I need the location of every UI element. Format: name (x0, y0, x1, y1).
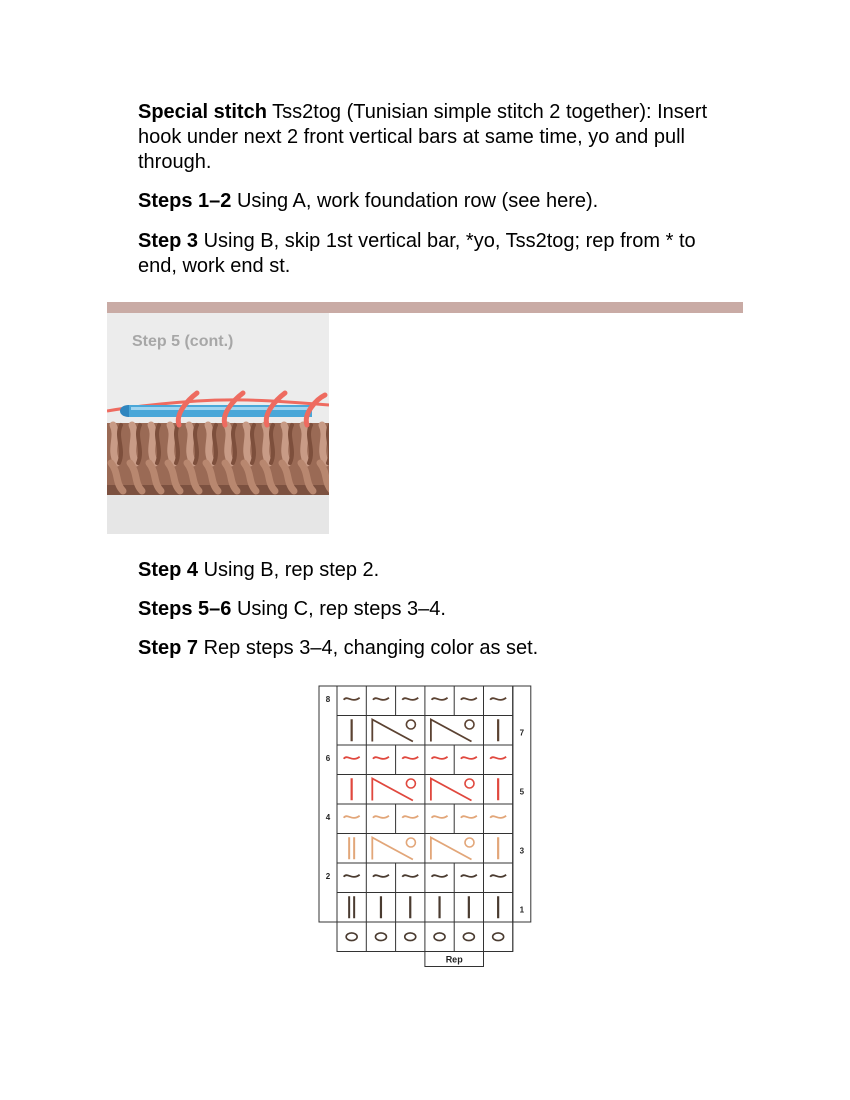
tunisian-return-symbol (344, 875, 360, 877)
yarn-stitch (195, 425, 197, 463)
paragraph-lead: Special stitch (138, 101, 267, 123)
yarn-over-symbol (465, 779, 474, 788)
yarn-over-symbol (465, 838, 474, 847)
paragraph-text: Rep steps 3–4, changing color as set. (198, 637, 539, 659)
yarn-over-symbol (406, 720, 415, 729)
step-4-paragraph (138, 558, 738, 583)
tunisian-return-symbol (373, 757, 389, 759)
row-number-column-right (513, 686, 531, 922)
yarn-stitch (119, 425, 121, 463)
steps-1-2-paragraph (138, 189, 738, 214)
yarn-stitch (265, 425, 269, 463)
yarn-stitch (170, 425, 174, 463)
yarn-over-symbol (465, 720, 474, 729)
tunisian-return-symbol (432, 757, 448, 759)
row-number-left: 8 (325, 695, 331, 704)
row-number-left: 6 (325, 754, 331, 763)
tunisian-return-symbol (402, 698, 418, 700)
yarn-stitch (151, 425, 155, 463)
yarn-over-symbol (406, 779, 415, 788)
tunisian-return-symbol (402, 757, 418, 759)
yarn-stitch (138, 425, 140, 463)
tunisian-return-symbol (402, 816, 418, 818)
tunisian-return-symbol (402, 875, 418, 877)
chain-symbol (463, 933, 474, 941)
yarn-stitch (246, 425, 250, 463)
paragraph-text: Tss2tog (Tunisian simple stitch 2 together): Insert hook under next 2 front vertical bars at same time, yo and pull through. (138, 101, 708, 173)
tunisian-return-symbol (461, 757, 477, 759)
tunisian-return-symbol (490, 875, 506, 877)
yarn-over-symbol (406, 838, 415, 847)
yarn-stitch (328, 425, 329, 463)
tunisian-return-symbol (344, 757, 360, 759)
yarn-stitch (271, 425, 273, 463)
paragraph-text: Using A, work foundation row (see here). (231, 190, 599, 212)
yarn-stitch (132, 425, 136, 463)
tunisian-return-symbol (432, 698, 448, 700)
paragraph-text: Using B, rep step 2. (198, 559, 380, 581)
tunisian-return-symbol (373, 875, 389, 877)
yarn-stitch (227, 425, 231, 463)
repeat-label: Rep (445, 954, 463, 965)
yarn-stitch (252, 425, 254, 463)
yarn-stitch (157, 425, 159, 463)
row-number-column-left (319, 686, 337, 922)
step-7-paragraph (138, 636, 738, 661)
yarn-stitch (290, 425, 292, 463)
section-divider (107, 302, 743, 313)
tunisian-return-symbol (461, 816, 477, 818)
yarn-stitch (113, 425, 117, 463)
yarn-stitch (322, 425, 326, 463)
paragraph-lead: Step 3 (138, 230, 199, 252)
yarn-stitch (309, 425, 311, 463)
paragraph-lead: Step 7 (138, 637, 199, 659)
row-number-right: 1 (519, 905, 525, 915)
row-number-right: 3 (519, 846, 525, 856)
tunisian-return-symbol (344, 698, 360, 700)
photo-caption: Step 5 (cont.) (132, 333, 234, 350)
yarn-stitch (233, 425, 235, 463)
tunisian-return-symbol (461, 698, 477, 700)
row-number-left: 4 (325, 813, 331, 822)
tunisian-return-symbol (490, 816, 506, 818)
tunisian-return-symbol (490, 698, 506, 700)
steps-5-6-paragraph (138, 597, 738, 622)
chain-symbol (346, 933, 357, 941)
paragraph-text: Using B, skip 1st vertical bar, *yo, Tss2tog; rep from * to end, work end st. (138, 230, 696, 277)
step-photo (107, 313, 329, 534)
step-3-paragraph (138, 229, 738, 279)
paragraph-lead: Steps 1–2 (138, 190, 232, 212)
yarn-stitch (303, 425, 307, 463)
tunisian-return-symbol (432, 816, 448, 818)
row-number-right: 5 (519, 787, 525, 797)
tunisian-return-symbol (344, 816, 360, 818)
yarn-stitch (208, 425, 212, 463)
row-number-left: 2 (325, 872, 331, 881)
stitch-chart (316, 683, 532, 967)
yarn-stitch (284, 425, 288, 463)
row-number-right: 7 (519, 728, 525, 738)
paragraph-lead: Steps 5–6 (138, 598, 232, 620)
chain-symbol (493, 933, 504, 941)
yarn-stitch (189, 425, 193, 463)
yarn-stitch (176, 425, 178, 463)
chain-symbol (434, 933, 445, 941)
special-stitch-paragraph (138, 100, 738, 175)
tunisian-return-symbol (373, 816, 389, 818)
tunisian-return-symbol (490, 757, 506, 759)
paragraph-lead: Step 4 (138, 559, 199, 581)
chain-symbol (405, 933, 416, 941)
yarn-stitch (214, 425, 216, 463)
tunisian-return-symbol (432, 875, 448, 877)
paragraph-text: Using C, rep steps 3–4. (231, 598, 446, 620)
tunisian-return-symbol (461, 875, 477, 877)
chain-symbol (375, 933, 386, 941)
stitch-chart-svg (316, 683, 532, 967)
tunisian-return-symbol (373, 698, 389, 700)
